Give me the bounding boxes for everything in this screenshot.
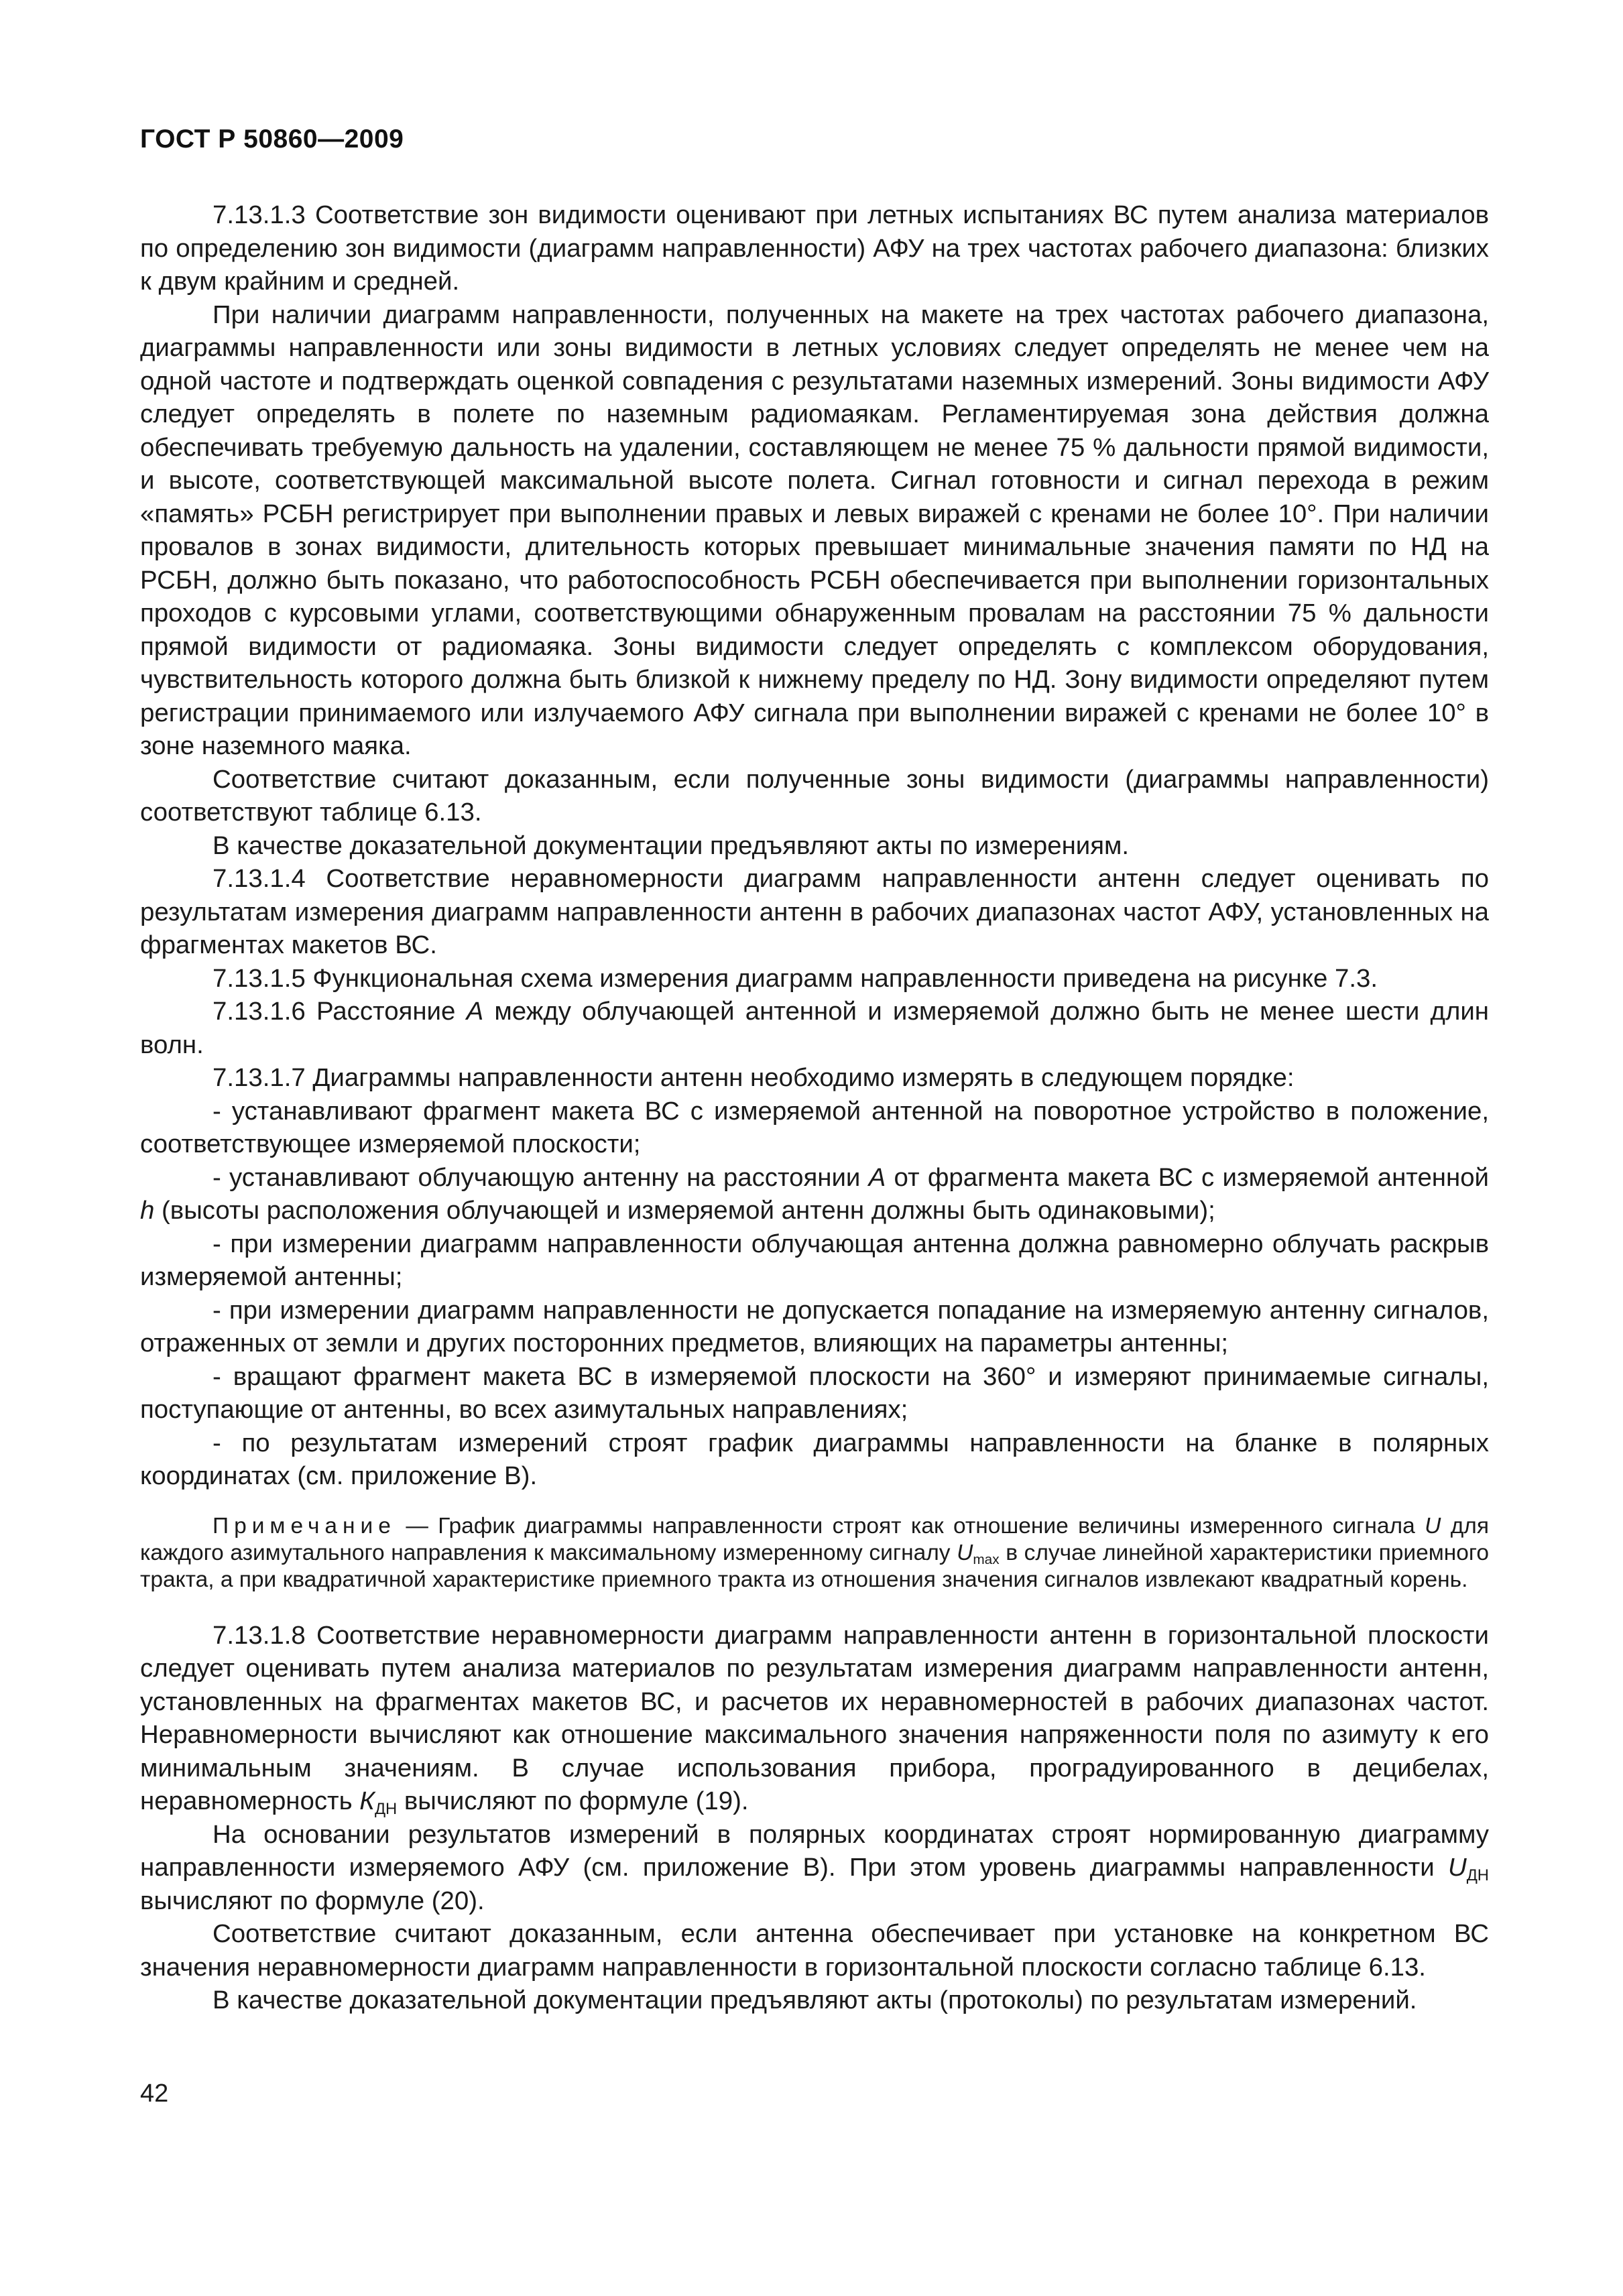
text-segment: в случае линейной характеристики приемного тракта, а при квадратичной характеристике приемного тракта из отношения значения сигналов извлекают квадратный корень. [140, 1540, 1489, 1592]
list-item-install-antenna [140, 1161, 1489, 1227]
variable-u-max: U [957, 1540, 973, 1565]
paragraph-7-13-1-8 [140, 1619, 1489, 1818]
text-segment: вычисляют по формуле (20). [140, 1886, 485, 1915]
variable-u-dn: U [1447, 1853, 1467, 1882]
paragraph-evidence-protocols: В качестве доказательной документации предъявляют акты (протоколы) по результатам измерений. [213, 1986, 1417, 2014]
note-paragraph [140, 1513, 1489, 1593]
list-item-rotate-360: - вращают фрагмент макета ВС в измеряемой плоскости на 360° и измеряют принимаемые сигналы, поступающие от антенны, во всех азимутальных направлениях; [140, 1362, 1489, 1424]
text-segment: (высоты расположения облучающей и измеряемой антенн должны быть одинаковыми); [154, 1196, 1215, 1225]
paragraph-compliance-proven: Соответствие считают доказанным, если полученные зоны видимости (диаграммы направленности) соответствуют таблице 6.13. [140, 764, 1489, 827]
variable-a: А [868, 1162, 886, 1192]
page-number: 42 [140, 2079, 169, 2108]
paragraph-compliance-antenna: Соответствие считают доказанным, если антенна обеспечивает при установке на конкретном ВС значения неравномерности диаграмм направленности в горизонтальной плоскости согласно таблице 6.13. [140, 1919, 1489, 1982]
paragraph-7-13-1-5: 7.13.1.5 Функциональная схема измерения диаграмм направленности приведена на рисунке 7.3. [213, 963, 1378, 993]
text-segment: - устанавливают облучающую антенну на расстоянии [213, 1162, 869, 1192]
paragraph-7-13-1-3: 7.13.1.3 Соответствие зон видимости оценивают при летных испытаниях ВС путем анализа материалов по определению зон видимости (диаграмм направленности) АФУ на трех частотах рабочего диапазона: близких к двум крайним и средней. [140, 200, 1489, 296]
variable-h: h [140, 1196, 155, 1225]
text-segment: 7.13.1.8 Соответствие неравномерности диаграмм направленности антенн в горизонтальной плоскости следует оценивать путем анализа материалов по результатам измерения диаграмм направленности антенн, установленных на фрагментах макетов ВС, и расчетов их неравномерностей в рабочих диапазонах частот. Неравномерности вычисляют как отношение максимального значения напряженности поля по азимуту к его минимальным значениям. В случае использования прибора, проградуированного в децибелах, неравномерность [140, 1620, 1489, 1815]
variable-u: U [1425, 1513, 1441, 1538]
paragraph-normalized-diagram [140, 1818, 1489, 1918]
list-item-install-fragment: - устанавливают фрагмент макета ВС с измеряемой антенной на поворотное устройство в положение, соответствующее измеряемой плоскости; [140, 1096, 1489, 1158]
document-body [140, 198, 1489, 2017]
text-segment: для каждого азимутального направления к максимальному измеренному сигналу [140, 1513, 1489, 1565]
list-item-build-plot: - по результатам измерений строят график диаграммы направленности на бланке в полярных координатах (см. приложение В). [140, 1428, 1489, 1490]
subscript-dn: ДН [374, 1800, 398, 1819]
variable-k: К [359, 1787, 375, 1815]
paragraph-7-13-1-7: 7.13.1.7 Диаграммы направленности антенн необходимо измерять в следующем порядке: [213, 1063, 1295, 1092]
text-segment: — График диаграммы направленности строят как отношение величины измеренного сигнала [396, 1513, 1425, 1538]
subscript-max: max [973, 1551, 1000, 1567]
subscript-dn: ДН [1466, 1866, 1489, 1885]
text-segment: вычисляют по формуле (19). [397, 1787, 749, 1815]
text-segment: от фрагмента макета ВС с измеряемой антенной [886, 1162, 1489, 1192]
document-header: ГОСТ Р 50860—2009 [140, 125, 404, 154]
note-label: Примечание [213, 1513, 396, 1538]
paragraph-7-13-1-6 [140, 995, 1489, 1061]
paragraph-diagrams-available: При наличии диаграмм направленности, полученных на макете на трех частотах рабочего диапазона, диаграммы направленности или зоны видимости в летных условиях следует определять не менее чем на одной частоте и подтверждать оценкой совпадения с результатами наземных измерений. Зоны видимости АФУ следует определять в полете по наземным радиомаякам. Регламентируемая зона действия должна обеспечивать требуемую дальность на удалении, составляющем не менее 75 % дальности прямой видимости, и высоте, соответствующей максимальной высоте полета. Сигнал готовности и сигнал перехода в режим «память» РСБН регистрирует при выполнении правых и левых виражей с кренами не более 10°. При наличии провалов в зонах видимости, длительность которых превышает минимальные значения памяти по НД на РСБН, должно быть показано, что работоспособность РСБН обеспечивается при выполнении горизонтальных проходов с курсовыми углами, соответствующими обнаруженным провалам на расстоянии 75 % дальности прямой видимости от радиомаяка. Зоны видимости следует определять с комплексом оборудования, чувствительность которого должна быть близкой к нижнему пределу по НД. Зону видимости определяют путем регистрации принимаемого или излучаемого АФУ сигнала при выполнении виражей с кренами не более 10° в зоне наземного маяка. [140, 300, 1489, 760]
text-segment: 7.13.1.6 Расстояние [213, 997, 467, 1026]
list-item-no-reflections: - при измерении диаграмм направленности не допускается попадание на измеряемую антенну сигналов, отраженных от земли и других посторонних предметов, влияющих на параметры антенны; [140, 1295, 1489, 1357]
variable-a: А [466, 997, 484, 1026]
text-segment: На основании результатов измерений в полярных координатах строят нормированную диаграмму направленности измеряемого АФУ (см. приложение В). При этом уровень диаграммы направленности [140, 1819, 1489, 1882]
paragraph-evidence-docs: В качестве доказательной документации предъявляют акты по измерениям. [213, 831, 1130, 860]
text-segment: между облучающей антенной и измеряемой должно быть не менее шести длин волн. [140, 997, 1489, 1059]
paragraph-7-13-1-4: 7.13.1.4 Соответствие неравномерности диаграмм направленности антенн следует оценивать по результатам измерения диаграмм направленности антенн в рабочих диапазонах частот АФУ, установленных на фрагментах макетов ВС. [140, 864, 1489, 959]
list-item-uniform-irradiation: - при измерении диаграмм направленности облучающая антенна должна равномерно облучать раскрыв измеряемой антенны; [140, 1229, 1489, 1291]
